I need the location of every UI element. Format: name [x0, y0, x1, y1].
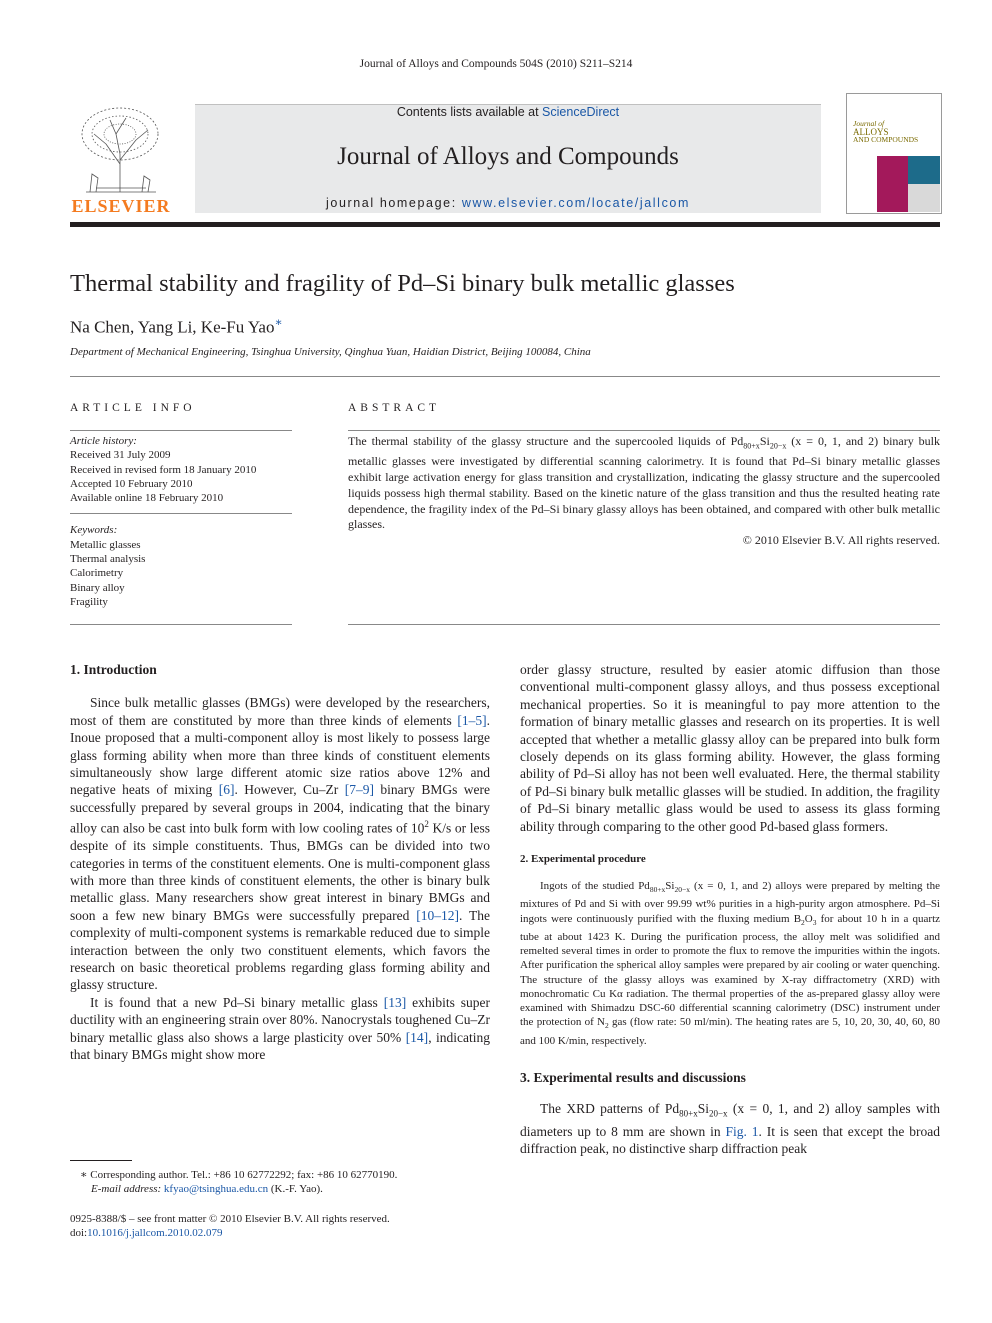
text: . However, Cu–Zr	[234, 782, 345, 798]
text: (x = 0, 1, and 2) alloys were prepared by melting the mixtures of Pd and Si with over 99.99 wt% purities in a high-purity argon atmosphere. Pd–Si ingots were continuously purified with the fluxing medium B	[520, 880, 940, 925]
section-heading: 3. Experimental results and discussions	[520, 1069, 746, 1085]
abstract-text: Si	[759, 434, 770, 448]
footnote-rule	[70, 1160, 132, 1161]
text: (x = 0, 1, and 2) alloy samples with diameters up to 8 mm are shown in	[520, 1100, 940, 1139]
footnote-mark: ∗	[80, 1169, 88, 1181]
paragraph	[520, 1100, 940, 1158]
front-matter	[70, 1212, 490, 1240]
article-info-heading: ARTICLE INFO	[70, 402, 196, 414]
body-column-right	[520, 661, 940, 1158]
journal-name: Journal of Alloys and Compounds	[337, 143, 679, 170]
journal-masthead	[195, 104, 821, 213]
history-item: Received in revised form 18 January 2010	[70, 463, 257, 476]
divider	[70, 430, 292, 431]
text: . The complexity of multi-component systems is remarkable reduced due to simple interaction between the only two constituent elements, which favors the research on basic theoretical problems regarding glass forming ability and glassy structure.	[70, 907, 491, 993]
text: exhibits super ductility with an engineering strain over 80%. Nanocrystals toughened Cu–Zr binary metallic glass also shows a large plasticity over 50%	[70, 994, 490, 1045]
article-info	[70, 434, 292, 609]
cover-line: ALLOYS	[853, 127, 889, 137]
homepage-link[interactable]: www.elsevier.com/locate/jallcom	[461, 196, 690, 210]
elsevier-wordmark: ELSEVIER	[71, 196, 171, 216]
elsevier-tree-icon	[76, 104, 166, 194]
history-item: Received 31 July 2009	[70, 449, 171, 462]
section-heading: 1. Introduction	[70, 662, 157, 677]
text: K/s or less despite of its simple constituents. Thus, BMGs can be divided into two categories in terms of the constituent elements. One is multi-component glass with more than three kinds of constituent elements, the other is binary bulk metallic glass. Many researchers show great interest in binary BMGs and soon a few new binary BMGs were successfully prepared	[70, 820, 491, 923]
citation-link[interactable]: [14]	[405, 1029, 429, 1045]
author-list	[70, 315, 283, 338]
body-column-left	[70, 661, 490, 1063]
divider	[70, 513, 292, 514]
footnote	[70, 1168, 490, 1196]
email-link[interactable]: kfyao@tsinghua.edu.cn	[163, 1183, 269, 1196]
text: Ingots of the studied Pd	[540, 880, 650, 893]
footnote-line	[70, 1168, 490, 1182]
history-item: Accepted 10 February 2010	[70, 477, 193, 490]
citation-link[interactable]: [13]	[383, 994, 407, 1010]
doi-link[interactable]: 10.1016/j.jallcom.2010.02.079	[87, 1227, 223, 1240]
cover-title	[853, 120, 939, 144]
text: gas (flow rate: 50 ml/min). The heating rates are 5, 10, 20, 30, 40, 60, 80 and 100 K/min, respectively.	[520, 1016, 940, 1047]
doi-line	[70, 1226, 490, 1240]
journal-reference: Journal of Alloys and Compounds 504S (2010) S211–S214	[359, 58, 633, 70]
text: It is found that a new Pd–Si binary metallic glass	[90, 994, 384, 1010]
divider	[348, 430, 940, 431]
contents-line	[195, 105, 821, 119]
homepage-prefix: journal homepage:	[326, 196, 462, 210]
paragraph	[520, 879, 940, 1048]
citation-link[interactable]: [1–5]	[457, 712, 487, 728]
footnote-text: (K.-F. Yao).	[268, 1183, 323, 1196]
journal-cover-thumbnail[interactable]	[846, 93, 942, 214]
text: binary BMGs were successfully prepared by several groups in 2004, indicating that the binary alloy can also be cast into bulk form with low cooling rates of 10	[70, 782, 491, 836]
superscript: 2	[424, 819, 429, 830]
text: . It is seen that except the broad diffraction peak, no distinctive sharp diffraction peak	[520, 1123, 940, 1157]
email-label: E-mail address:	[91, 1183, 162, 1196]
subscript: 20−x	[769, 441, 787, 451]
affiliation: Department of Mechanical Engineering, Tsinghua University, Qinghua Yuan, Haidian District, Beijing 100084, China	[70, 346, 591, 358]
keyword: Calorimetry	[70, 567, 124, 580]
section-heading: 2. Experimental procedure	[520, 853, 646, 866]
keyword: Thermal analysis	[70, 553, 146, 566]
abstract-heading: ABSTRACT	[348, 402, 441, 414]
figure-link[interactable]: Fig. 1	[725, 1123, 759, 1139]
subscript: 3	[812, 917, 817, 927]
text: The XRD patterns of Pd	[540, 1100, 680, 1116]
text: , indicating that binary BMGs might show more	[70, 1029, 490, 1063]
text: O	[804, 912, 813, 925]
cover-pink-block	[877, 156, 908, 212]
keyword: Binary alloy	[70, 581, 125, 594]
footnote-line	[70, 1182, 490, 1196]
text: Si	[697, 1100, 709, 1116]
paragraph	[70, 694, 490, 993]
abstract-text: The thermal stability of the glassy structure and the supercooled liquids of Pd	[348, 434, 744, 448]
corresponding-author-mark[interactable]: ∗	[274, 315, 283, 329]
copyright: © 2010 Elsevier B.V. All rights reserved.	[742, 533, 940, 548]
abstract-body	[348, 434, 940, 533]
text: Si	[665, 880, 675, 893]
cover-teal-block	[908, 156, 940, 184]
keyword: Metallic glasses	[70, 538, 141, 551]
subscript: 2	[801, 917, 805, 927]
authors-text: Na Chen, Yang Li, Ke-Fu Yao	[70, 317, 275, 337]
subscript: 80+x	[679, 1108, 698, 1119]
abstract	[348, 434, 940, 549]
paragraph	[70, 994, 490, 1064]
history-item: Available online 18 February 2010	[70, 492, 224, 505]
abstract-text: (x = 0, 1, and 2) binary bulk metallic glasses were investigated by differential scanning calorimetry. It is found that Pd–Si binary metallic glasses exhibit large activation energy for glass transition and crystallization, indicating the glassy structure and the supercooled liquids possess high thermal stability. Based on the kinetic nature of the glass transition and thus the resulted heating rate dependence, the fragility index of the Pd–Si binary glassy alloys has been obtained, and compared with other bulk metallic glasses.	[348, 434, 941, 532]
contents-prefix: Contents lists available at	[396, 105, 543, 119]
divider	[70, 624, 292, 625]
cover-grey-block	[908, 184, 940, 212]
citation-link[interactable]: [6]	[218, 782, 235, 798]
divider	[70, 376, 940, 377]
front-matter-line: 0925-8388/$ – see front matter © 2010 Elsevier B.V. All rights reserved.	[70, 1213, 390, 1225]
homepage-line	[195, 196, 821, 210]
header-rule	[70, 222, 940, 227]
subscript: 80+x	[743, 441, 760, 451]
text: . Inoue proposed that a multi-component alloy is most likely to possess large glass forming ability when more than three kinds of constituent elements simultaneously show large different atomic size ratios above 12% and negative heats of mixing	[70, 712, 490, 798]
doi-label: doi:	[70, 1227, 88, 1240]
citation-link[interactable]: [7–9]	[344, 782, 374, 798]
subscript: 2	[605, 1021, 609, 1031]
text: for about 10 h in a quartz tube at about 1423 K. During the purification process, the alloy melt was solidified and remelted several times in order to promote the flux to remove the impurities within the ingots. After purification the spherical alloy samples were prepared by air cooling or water quenching. The structure of the glassy alloys was examined by X-ray diffractometry (XRD) with monochromatic Cu Kα radiation. The thermal properties of the as-prepared glassy alloy were examined with Shimadzu DSC-60 differential scanning calorimetry (DSC) instrument under the protection of N	[520, 912, 941, 1029]
paragraph: order glassy structure, resulted by easier atomic diffusion than those conventional multi-component glassy alloys, and thus possess exceptional mechanical properties. So it is meaningful to pay more attention to the formation of binary metallic glasses and research on its properties. It is well accepted that whether a metallic glassy alloy can be prepared into bulk form closely depends on its glass forming ability. However, the glass forming ability of Pd–Si alloy has not been well evaluated. Here, the thermal stability of Pd–Si binary bulk metallic glasses will be studied. In addition, the fragility of Pd–Si binary metallic glass would be used to assess its glass forming ability through comparing to the other good Pd-based glass formers.	[520, 662, 940, 834]
subscript: 80+x	[649, 885, 666, 895]
sciencedirect-link[interactable]: ScienceDirect	[542, 105, 620, 119]
text: Since bulk metallic glasses (BMGs) were developed by the researchers, most of them are constituted by more than three kinds of elements	[70, 695, 490, 728]
keywords-label: Keywords:	[70, 524, 118, 537]
history-label: Article history:	[70, 435, 137, 447]
cover-line: Journal of	[853, 119, 885, 128]
keyword: Fragility	[70, 595, 108, 608]
subscript: 20−x	[708, 1108, 728, 1119]
divider	[348, 624, 940, 625]
cover-line: AND COMPOUNDS	[853, 135, 919, 144]
footnote-text: Corresponding author. Tel.: +86 10 62772292; fax: +86 10 62770190.	[87, 1169, 398, 1181]
article-title: Thermal stability and fragility of Pd–Si binary bulk metallic glasses	[70, 270, 735, 297]
elsevier-logo[interactable]	[70, 104, 172, 216]
citation-link[interactable]: [10–12]	[416, 907, 459, 923]
subscript: 20−x	[674, 885, 690, 895]
